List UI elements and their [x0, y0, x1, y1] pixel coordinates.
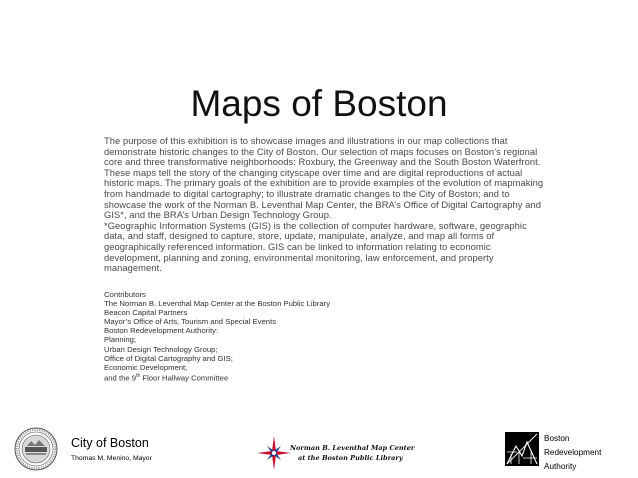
contributor-line-last	[104, 372, 464, 383]
contributor-line: Mayor’s Office of Arts, Tourism and Special Events	[104, 317, 277, 327]
contributor-line: Boston Redevelopment Authority:	[104, 326, 219, 336]
contributors-heading: Contributors	[104, 290, 146, 299]
bra-logo-icon	[505, 432, 539, 466]
contributor-line: Beacon Capital Partners	[104, 308, 188, 318]
exhibition-description	[104, 136, 544, 274]
leventhal-name: Norman B. Leventhal Map Center	[290, 444, 415, 452]
last-line-prefix: and the 9	[104, 373, 137, 383]
purpose-paragraph: The purpose of this exhibition is to showcase images and illustrations in our map collections that demonstrate historic changes to the City of Boston. Our selection of maps focuses on Boston’s regional core and three transformative neighborhoods: Roxbury, the Greenway and the South Boston Waterfront. These maps tell the story of the changing cityscape over time and are digital reproductions of actual historic maps. The primary goals of the exhibition are to provide examples of the evolution of mapmaking from handmade to digital cartography; to illustrate dramatic changes to the City of Boston; and to showcase the work of the Norman B. Leventhal Map Center, the BRA’s Office of Digital Cartography and GIS*, and the BRA’s Urban Design Technology Group.	[104, 135, 544, 221]
bra-name	[544, 432, 601, 474]
bra-line-3: Authority	[544, 462, 577, 471]
leventhal-location: at the Boston Public Library	[298, 454, 403, 462]
gis-footnote-paragraph: *Geographic Information Systems (GIS) is the collection of computer hardware, software, geographic data, and staff, designed to capture, store, update, manipulate, analyze, and map all forms of geographically referenced information. GIS can be linked to information relating to economic development, planning and zoning, environmental monitoring, law enforcement, and property management.	[104, 219, 527, 274]
city-name: City of Boston	[71, 436, 149, 450]
contributor-line: Economic Development;	[104, 362, 188, 372]
last-line-suffix: Floor Hallway Committee	[140, 373, 229, 383]
city-seal-icon	[14, 427, 58, 471]
contributor-line: Office of Digital Cartography and GIS;	[104, 353, 233, 363]
contributors-list	[104, 290, 464, 383]
page-title: Maps of Boston	[190, 83, 448, 124]
contributor-line: Urban Design Technology Group;	[104, 344, 218, 354]
bra-line-1: Boston	[544, 434, 570, 443]
mayor-name: Thomas M. Menino, Mayor	[71, 455, 152, 462]
contributor-line: Planning;	[104, 335, 137, 345]
contributor-line: The Norman B. Leventhal Map Center at the Boston Public Library	[104, 299, 331, 309]
compass-star-icon	[256, 435, 292, 471]
ordinal-suffix: th	[136, 372, 141, 379]
bra-line-2: Redevelopment	[544, 448, 602, 457]
